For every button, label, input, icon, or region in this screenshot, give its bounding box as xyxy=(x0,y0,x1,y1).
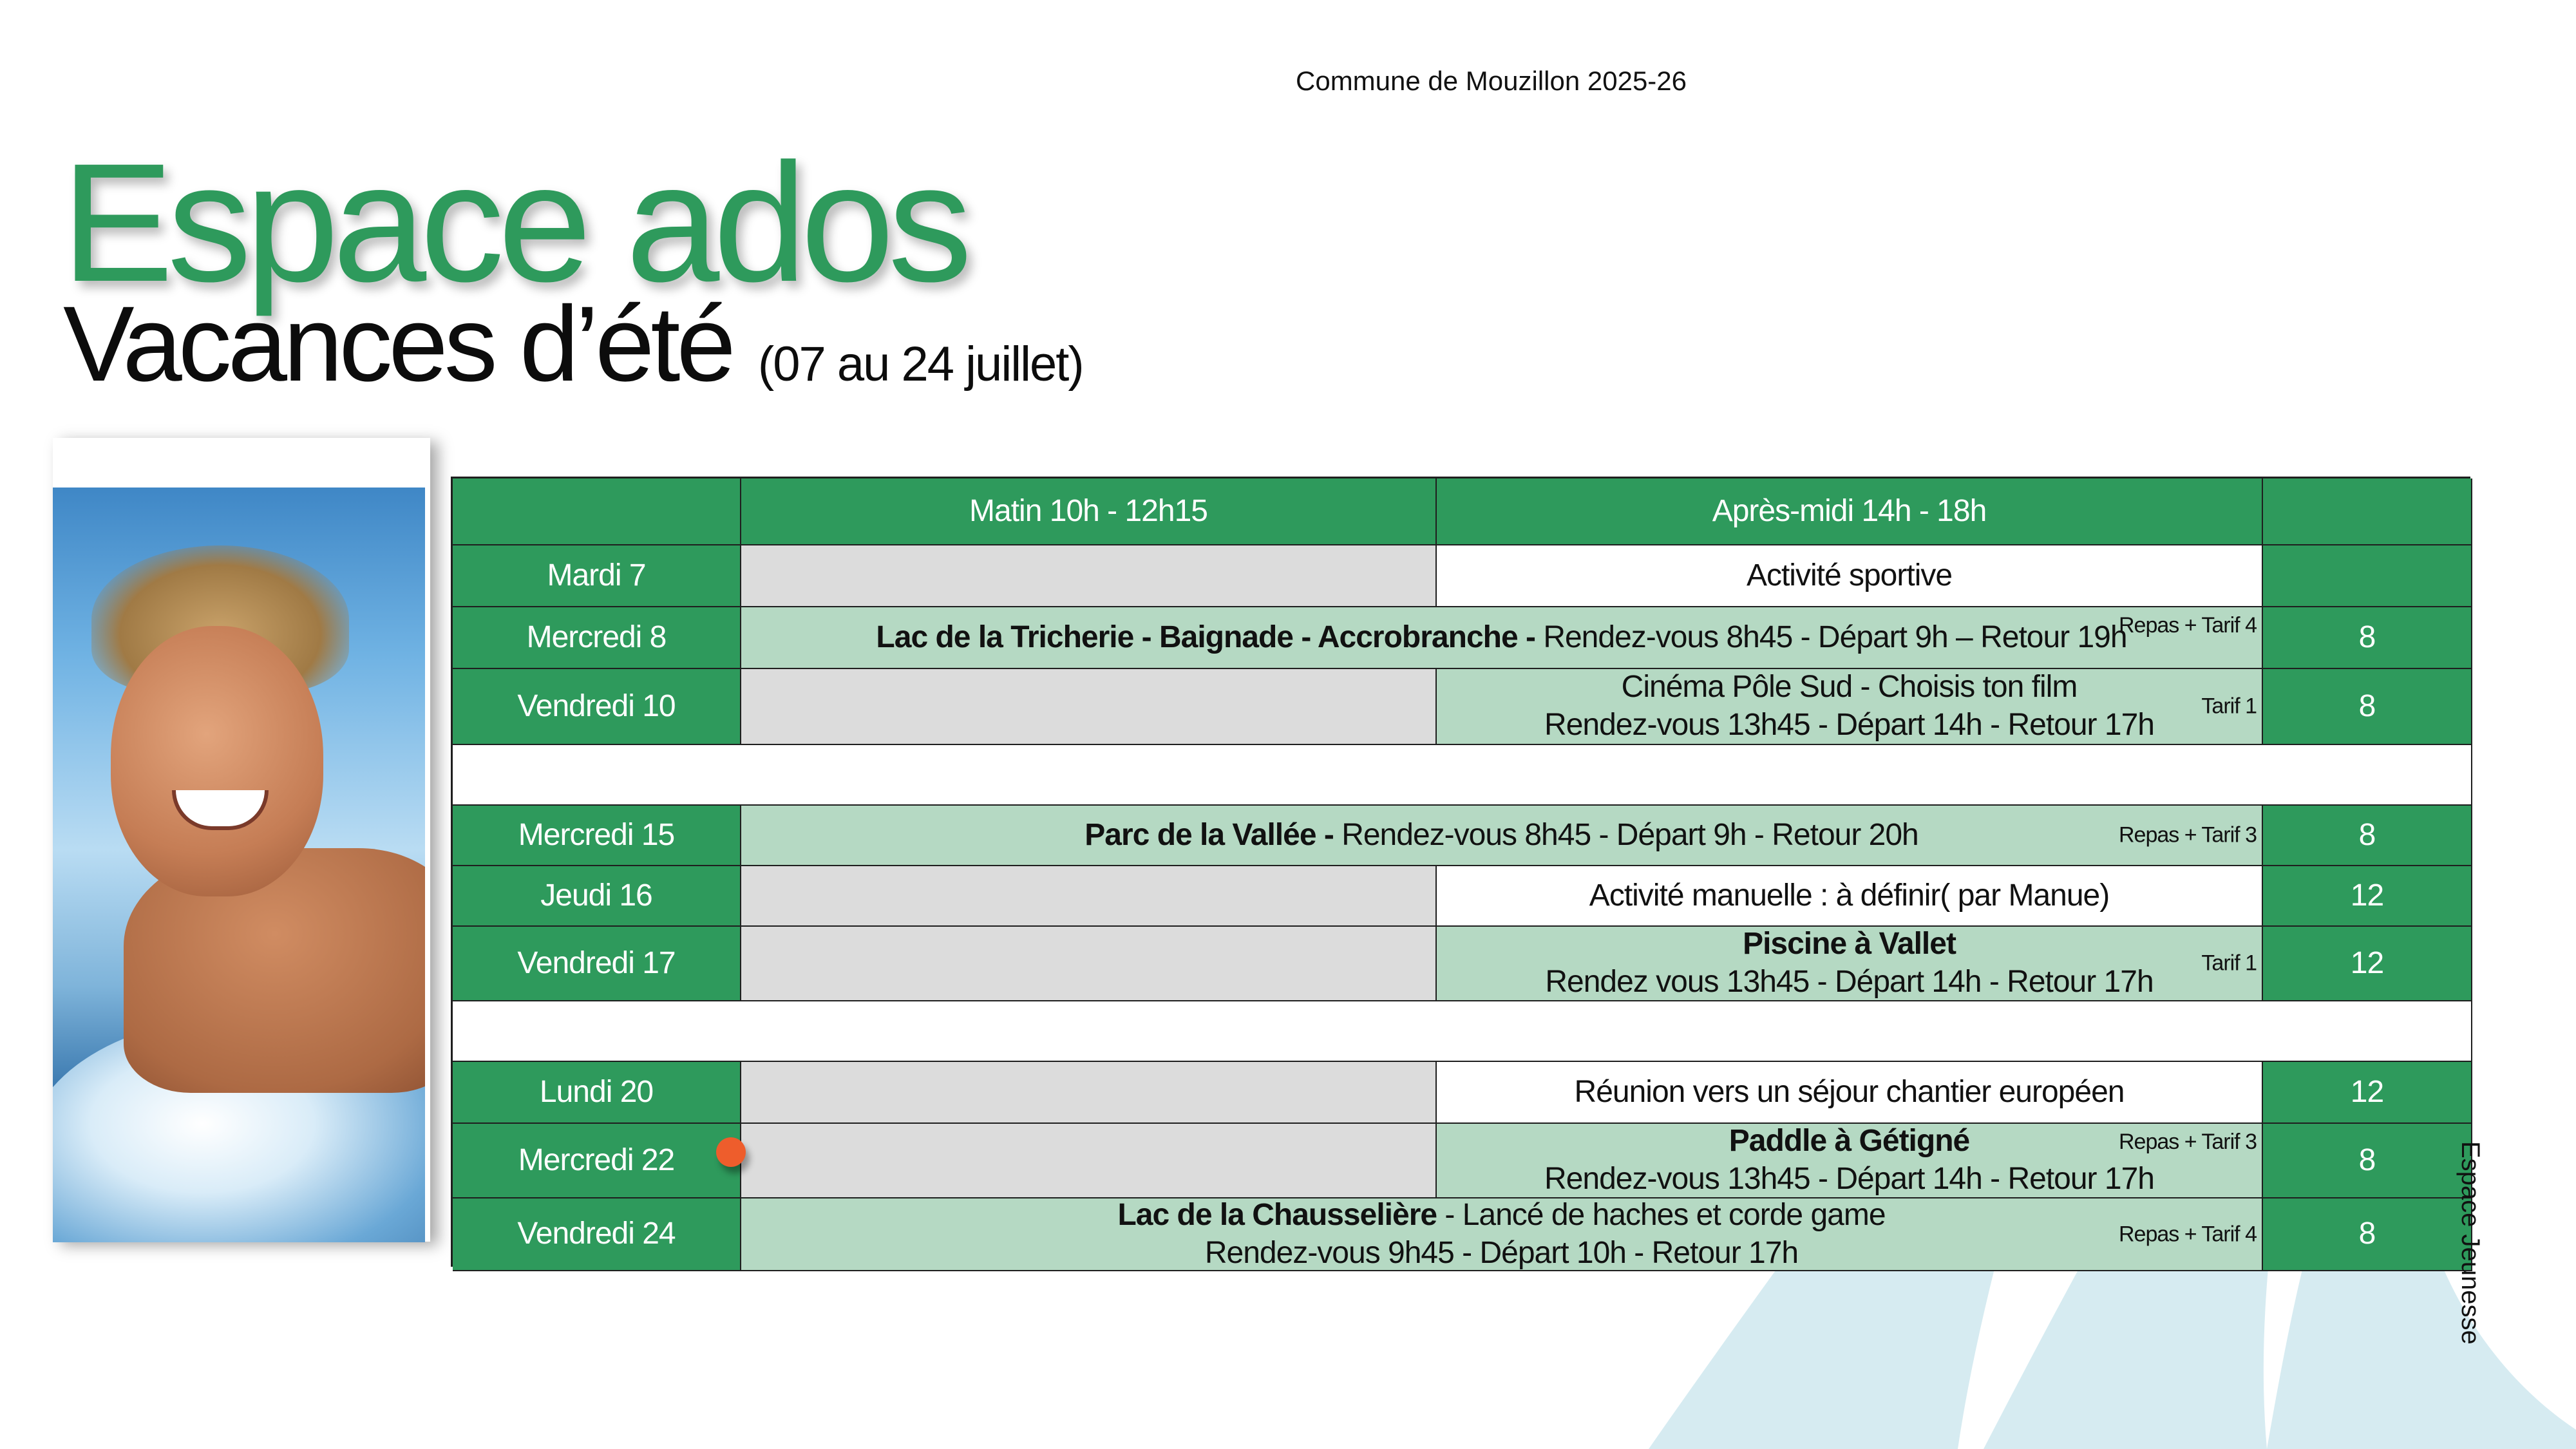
page-title: Espace ados xyxy=(61,128,966,317)
count-cell xyxy=(2263,545,2472,607)
subtitle-text: Vacances d’été xyxy=(63,285,732,404)
tarif-label: Tarif 1 xyxy=(2201,951,2257,976)
day-cell: Mercredi 15 xyxy=(453,806,741,866)
week-separator xyxy=(453,745,2472,806)
full-day-activity xyxy=(741,806,2263,866)
week-separator xyxy=(453,1001,2472,1062)
afternoon-activity: Activité sportive xyxy=(1437,545,2263,607)
activity-text xyxy=(1084,817,1918,855)
activity-line-1 xyxy=(1117,1197,1885,1235)
activity-details: Rendez-vous 13h45 - Départ 14h - Retour 17h xyxy=(1544,708,2154,742)
boy-swimming-photo xyxy=(53,488,425,1242)
day-cell: Mardi 7 xyxy=(453,545,741,607)
photo-face xyxy=(111,626,323,896)
header-day-cell xyxy=(453,478,741,545)
page-subtitle xyxy=(63,285,1083,404)
activity-title: Lac de la Chausselière xyxy=(1117,1197,1437,1232)
count-cell: 8 xyxy=(2263,607,2472,669)
activity-details: - Lancé de haches et corde game xyxy=(1437,1197,1886,1232)
morning-empty xyxy=(741,1124,1437,1198)
count-cell: 12 xyxy=(2263,927,2472,1001)
activity-details: Rendez-vous 13h45 - Départ 14h - Retour 17h xyxy=(1544,1162,2154,1196)
morning-empty xyxy=(741,927,1437,1001)
activity-title: Paddle à Gétigné xyxy=(1728,1124,1970,1159)
activity-schedule: Rendez-vous 9h45 - Départ 10h - Retour 17h xyxy=(1204,1235,1799,1270)
day-cell: Vendredi 17 xyxy=(453,927,741,1001)
activity-title: Piscine à Vallet xyxy=(1743,927,1956,961)
morning-empty xyxy=(741,866,1437,927)
header-afternoon: Après-midi 14h - 18h xyxy=(1437,478,2263,545)
morning-empty xyxy=(741,545,1437,607)
activity-details: Rendez-vous 8h45 - Départ 9h - Retour 20h xyxy=(1333,817,1918,852)
activity-title: Lac de la Tricherie - Baignade - Accrobranche - xyxy=(876,620,1535,654)
activity-title: Parc de la Vallée - xyxy=(1084,817,1334,852)
day-cell: Vendredi 24 xyxy=(453,1198,741,1271)
activity-details: Rendez vous 13h45 - Départ 14h - Retour 17h xyxy=(1545,965,2154,999)
count-cell: 8 xyxy=(2263,806,2472,866)
day-cell: Mercredi 8 xyxy=(453,607,741,669)
header-morning: Matin 10h - 12h15 xyxy=(741,478,1437,545)
day-cell: Jeudi 16 xyxy=(453,866,741,927)
morning-empty xyxy=(741,1062,1437,1124)
day-cell: Vendredi 10 xyxy=(453,669,741,745)
commune-label: Commune de Mouzillon 2025-26 xyxy=(1296,66,1687,96)
afternoon-activity xyxy=(1437,669,2263,745)
count-cell: 8 xyxy=(2263,1198,2472,1271)
day-cell: Mercredi 22 xyxy=(453,1124,741,1198)
tarif-label: Repas + Tarif 3 xyxy=(2118,822,2257,848)
schedule-table xyxy=(451,477,2470,1270)
afternoon-activity xyxy=(1437,1124,2263,1198)
header-count-cell xyxy=(2263,478,2472,545)
day-cell: Lundi 20 xyxy=(453,1062,741,1124)
espace-jeunesse-label: Espace Jeunesse xyxy=(2456,1141,2485,1345)
full-day-activity xyxy=(741,607,2263,669)
afternoon-activity: Réunion vers un séjour chantier européen xyxy=(1437,1062,2263,1124)
activity-details: Rendez-vous 8h45 - Départ 9h – Retour 19h xyxy=(1535,620,2127,654)
afternoon-activity xyxy=(1437,927,2263,1001)
morning-empty xyxy=(741,669,1437,745)
count-cell: 12 xyxy=(2263,866,2472,927)
tarif-label: Repas + Tarif 3 xyxy=(2118,1130,2257,1154)
tarif-label: Repas + Tarif 4 xyxy=(2118,613,2257,638)
count-cell: 12 xyxy=(2263,1062,2472,1124)
full-day-activity xyxy=(741,1198,2263,1271)
activity-text xyxy=(876,619,2126,657)
count-cell: 8 xyxy=(2263,1124,2472,1198)
tarif-label: Repas + Tarif 4 xyxy=(2118,1221,2257,1246)
tarif-label: Tarif 1 xyxy=(2201,694,2257,719)
count-cell: 8 xyxy=(2263,669,2472,745)
afternoon-activity: Activité manuelle : à définir( par Manue) xyxy=(1437,866,2263,927)
activity-title: Cinéma Pôle Sud - Choisis ton film xyxy=(1621,670,2078,705)
orange-dot-marker xyxy=(716,1137,746,1167)
date-range: (07 au 24 juillet) xyxy=(757,337,1083,392)
